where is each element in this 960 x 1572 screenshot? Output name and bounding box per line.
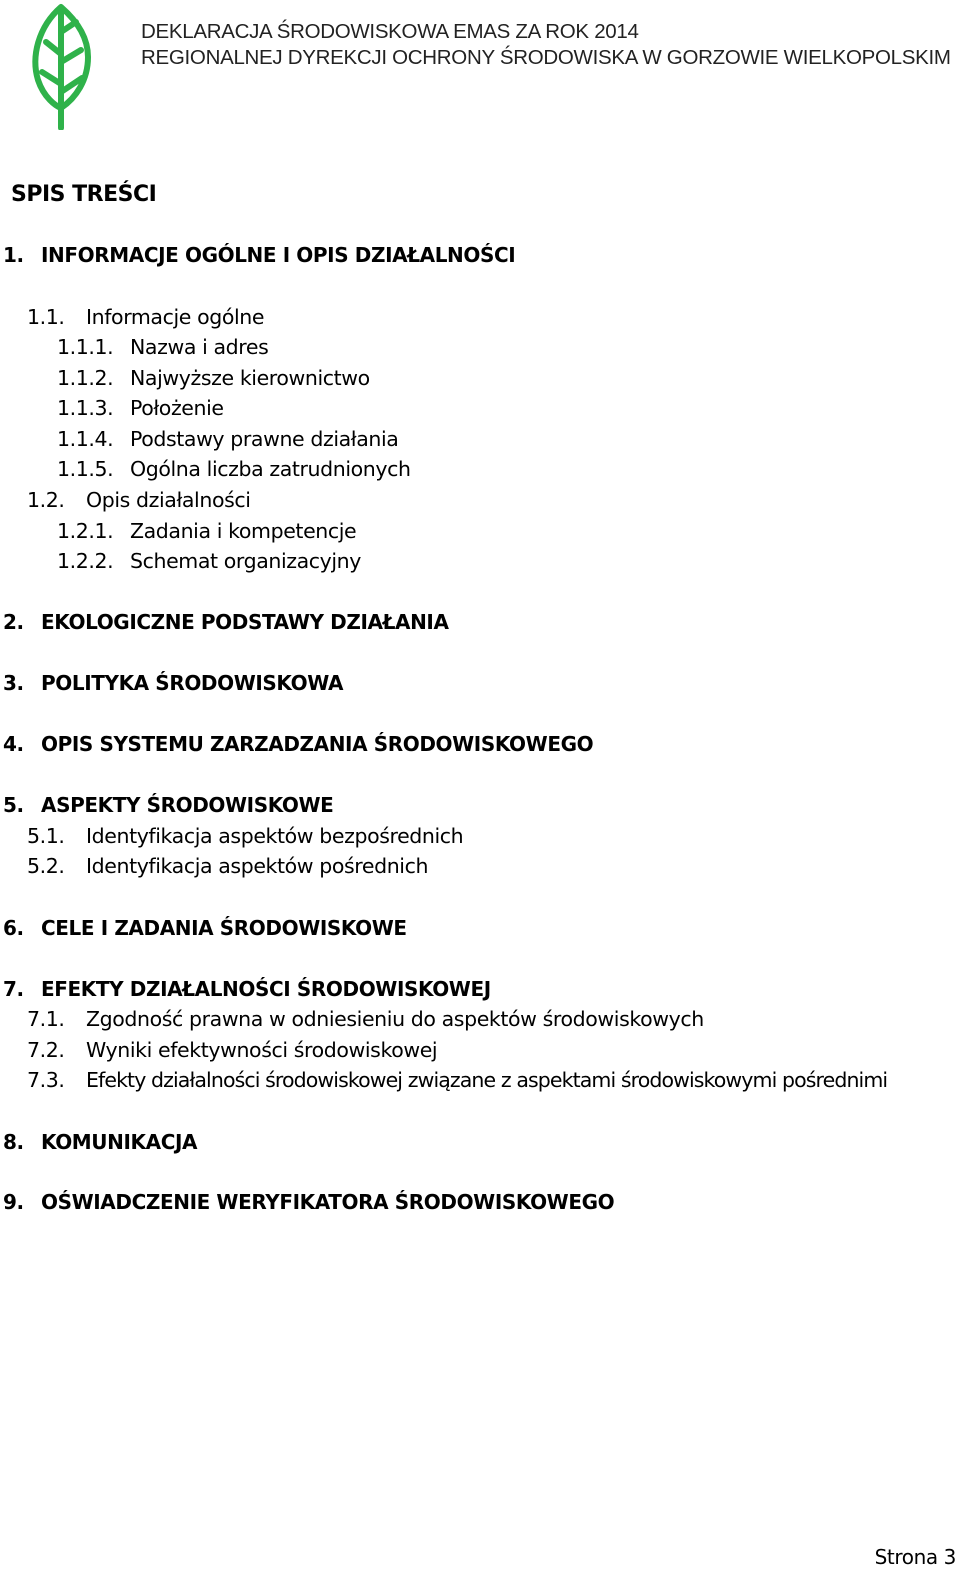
- toc-label: EFEKTY DZIAŁALNOŚCI ŚRODOWISKOWEJ: [41, 977, 491, 1001]
- toc-number: 5.2.: [27, 854, 65, 878]
- toc-number: 1.2.1.: [57, 519, 114, 543]
- toc-label: Opis działalności: [86, 488, 251, 512]
- toc-number: 1.2.2.: [57, 549, 114, 573]
- toc-label: Podstawy prawne działania: [130, 427, 399, 451]
- toc-label: Identyfikacja aspektów bezpośrednich: [86, 824, 464, 848]
- toc-label: OPIS SYSTEMU ZARZADZANIA ŚRODOWISKOWEGO: [41, 732, 594, 756]
- toc-label: POLITYKA ŚRODOWISKOWA: [41, 671, 344, 695]
- toc-number: 6.: [3, 916, 24, 940]
- toc-number: 1.: [3, 243, 24, 267]
- toc-number: 2.: [3, 610, 24, 634]
- toc-number: 7.: [3, 977, 24, 1001]
- toc-number: 1.2.: [27, 488, 65, 512]
- toc-number: 9.: [3, 1190, 24, 1214]
- toc-label: Położenie: [130, 396, 224, 420]
- toc-label: Informacje ogólne: [86, 305, 265, 329]
- toc-number: 7.1.: [27, 1007, 65, 1031]
- toc-number: 4.: [3, 732, 24, 756]
- toc-number: 1.1.5.: [57, 457, 114, 481]
- toc-label: CELE I ZADANIA ŚRODOWISKOWE: [41, 916, 407, 940]
- toc-number: 7.2.: [27, 1038, 65, 1062]
- toc-number: 5.: [3, 793, 24, 817]
- toc-number: 1.1.4.: [57, 427, 114, 451]
- toc-label: Najwyższe kierownictwo: [130, 366, 370, 390]
- toc-number: 5.1.: [27, 824, 65, 848]
- toc-label: ASPEKTY ŚRODOWISKOWE: [41, 793, 334, 817]
- leaf-logo-icon: [26, 2, 96, 130]
- toc-title: SPIS TREŚCI: [11, 182, 157, 207]
- toc-label: Nazwa i adres: [130, 335, 269, 359]
- toc-number: 1.1.1.: [57, 335, 114, 359]
- toc-label: EKOLOGICZNE PODSTAWY DZIAŁANIA: [41, 610, 449, 634]
- toc-number: 7.3.: [27, 1068, 65, 1092]
- toc-label: Zadania i kompetencje: [130, 519, 357, 543]
- toc-label: KOMUNIKACJA: [41, 1130, 198, 1154]
- toc-label: INFORMACJE OGÓLNE I OPIS DZIAŁALNOŚCI: [41, 243, 516, 267]
- toc-label: Wyniki efektywności środowiskowej: [86, 1038, 438, 1062]
- toc-number: 8.: [3, 1130, 24, 1154]
- toc-number: 1.1.2.: [57, 366, 114, 390]
- toc-label: Efekty działalności środowiskowej związane z aspektami środowiskowymi pośrednimi: [86, 1068, 888, 1092]
- toc-label: Ogólna liczba zatrudnionych: [130, 457, 411, 481]
- toc-label: Schemat organizacyjny: [130, 549, 361, 573]
- toc-label: Identyfikacja aspektów pośrednich: [86, 854, 429, 878]
- page-number: Strona 3: [874, 1545, 956, 1569]
- toc-number: 3.: [3, 671, 24, 695]
- toc-number: 1.1.: [27, 305, 65, 329]
- header-title-line2: REGIONALNEJ DYREKCJI OCHRONY ŚRODOWISKA W GORZOWIE WIELKOPOLSKIM: [141, 46, 951, 69]
- toc-label: OŚWIADCZENIE WERYFIKATORA ŚRODOWISKOWEGO: [41, 1190, 615, 1214]
- header-title-line1: DEKLARACJA ŚRODOWISKOWA EMAS ZA ROK 2014: [141, 20, 639, 43]
- toc-number: 1.1.3.: [57, 396, 114, 420]
- toc-label: Zgodność prawna w odniesieniu do aspektów środowiskowych: [86, 1007, 704, 1031]
